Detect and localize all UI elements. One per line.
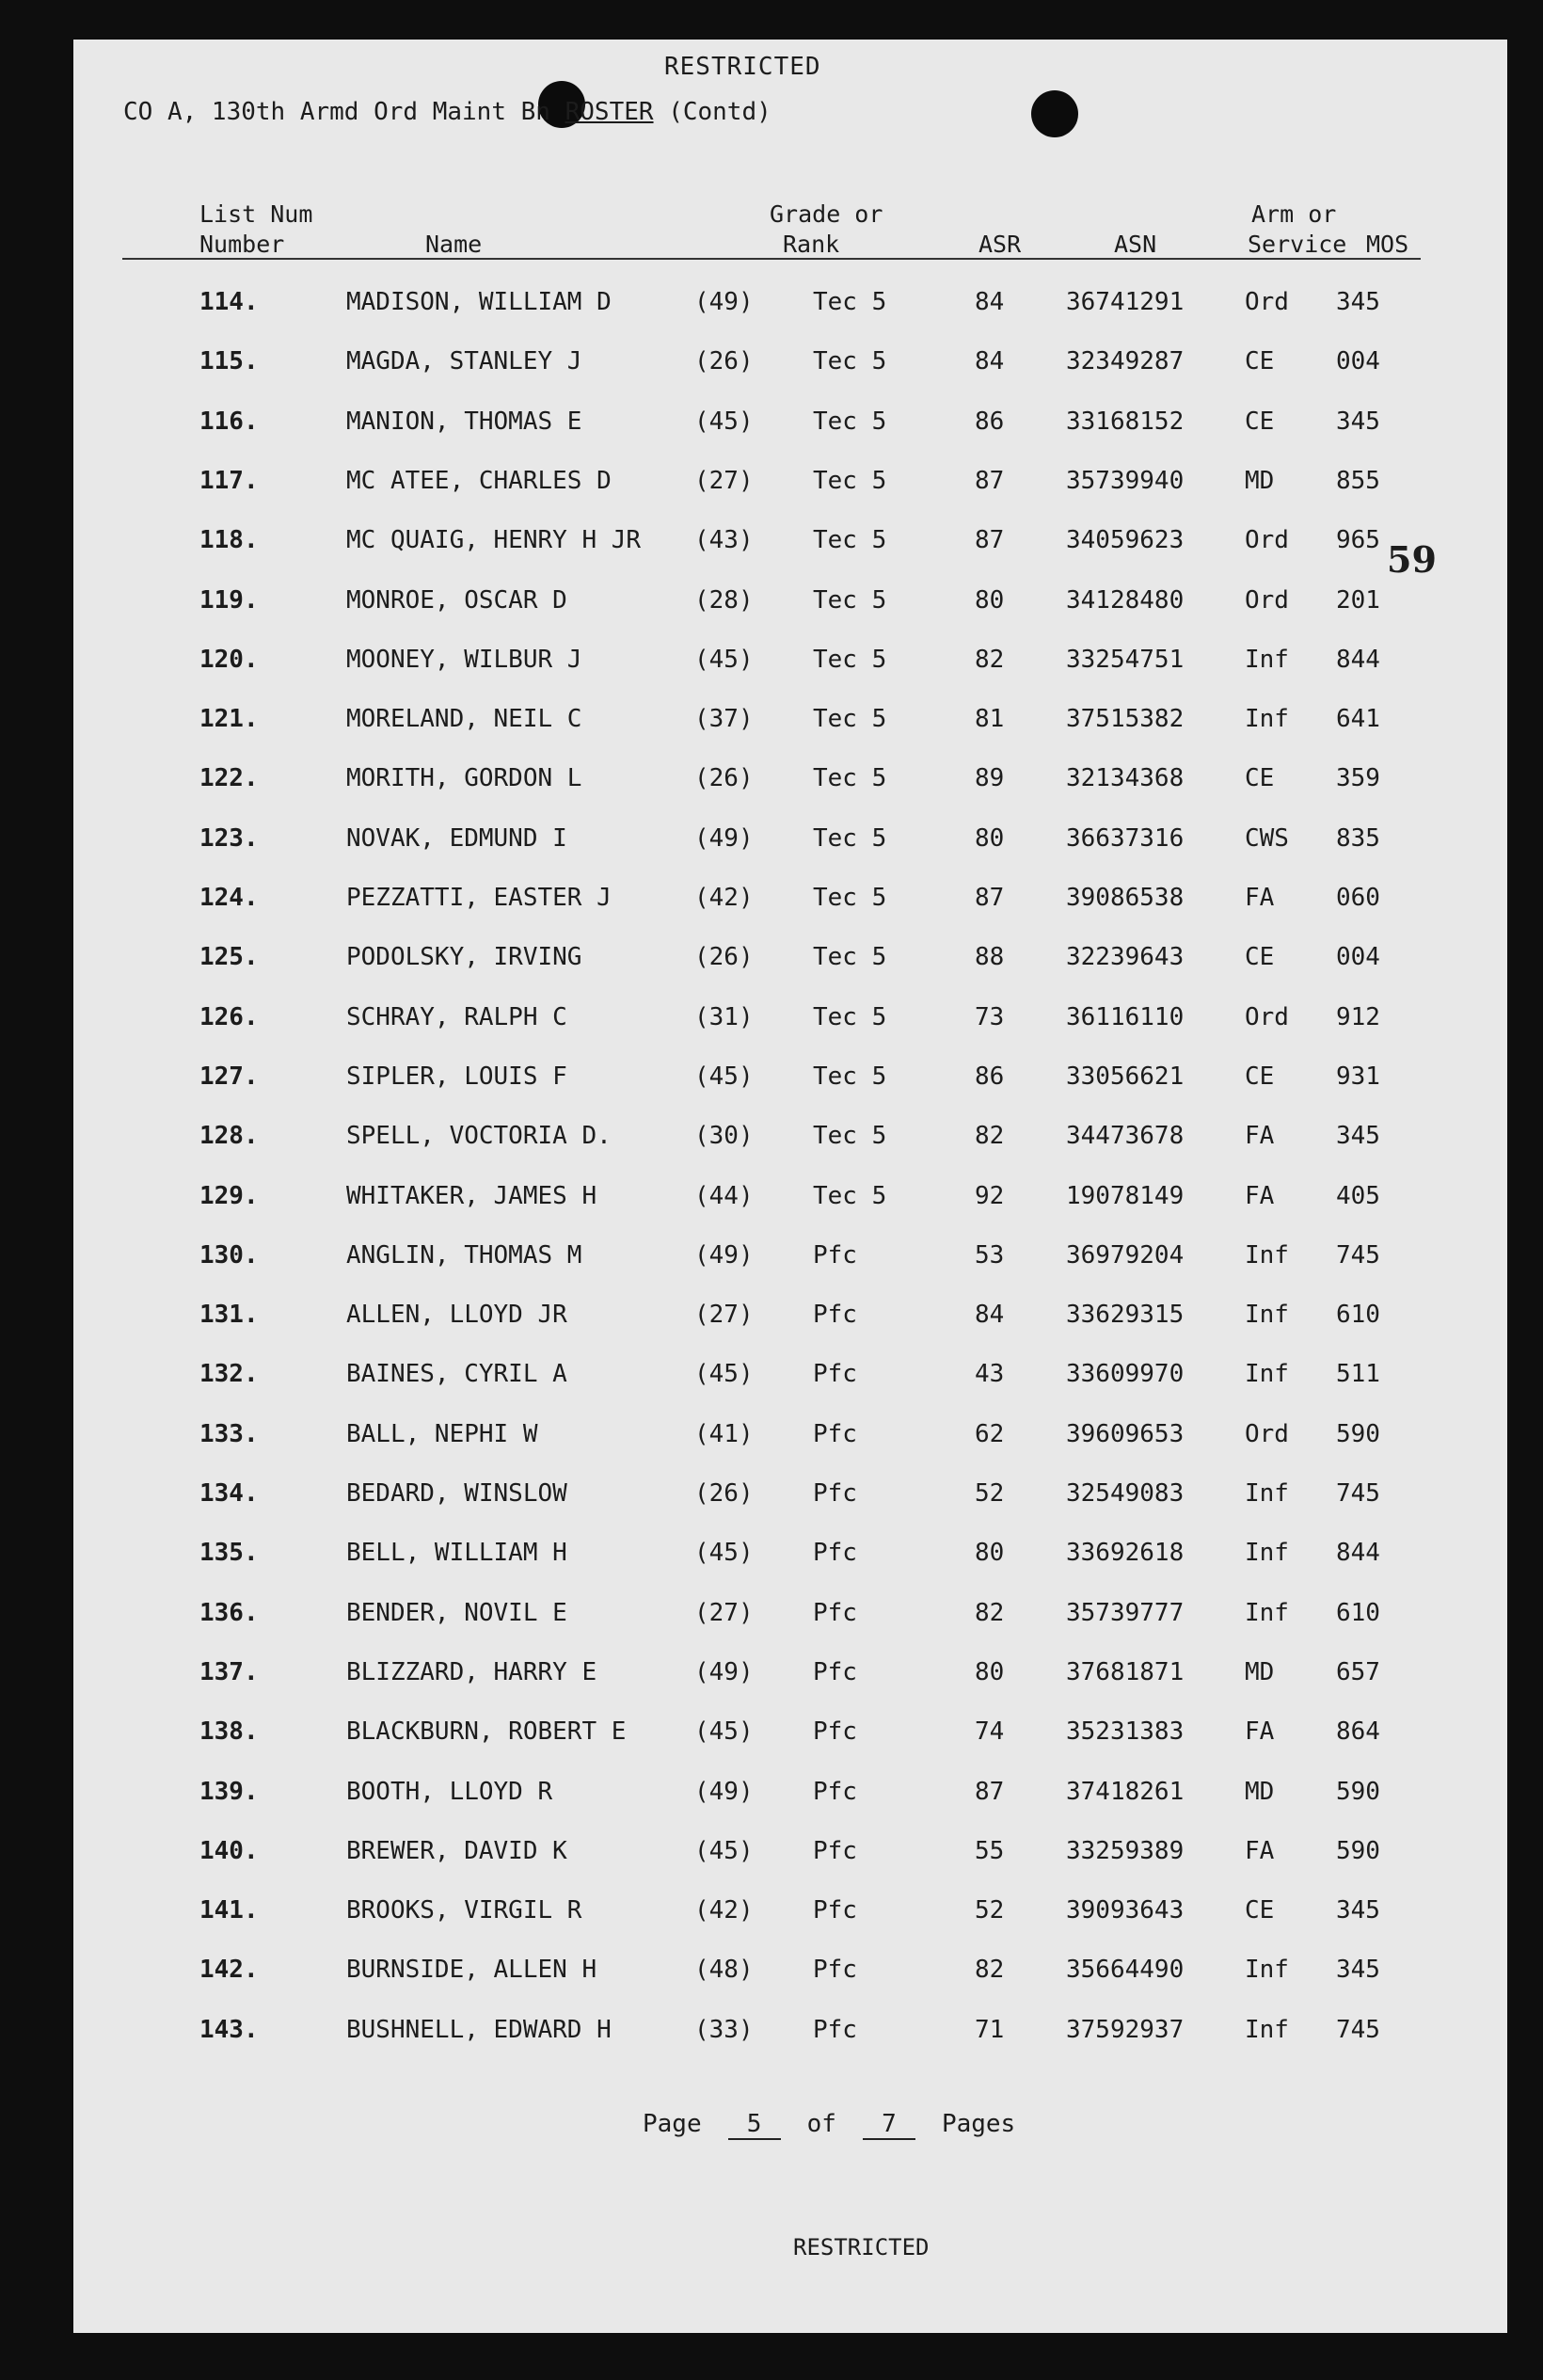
margin-page-number: 59 <box>1387 538 1437 581</box>
header-arm: Arm or Service <box>1248 200 1347 258</box>
cell-name: BOOTH, LLOYD R <box>346 1778 553 1806</box>
cell-rank: Tec 5 <box>813 1182 887 1210</box>
cell-rank: Pfc <box>813 1360 857 1388</box>
header-asn: ASN <box>1114 231 1157 258</box>
cell-num: 117. <box>199 467 259 495</box>
table-row <box>0 1241 1543 1279</box>
cell-rank: Pfc <box>813 1778 857 1806</box>
cell-num: 123. <box>199 824 259 853</box>
table-row <box>0 1062 1543 1100</box>
cell-code: (45) <box>694 1539 754 1567</box>
cell-rank: Pfc <box>813 1539 857 1567</box>
cell-arm: Ord <box>1245 586 1289 615</box>
cell-mos: 610 <box>1336 1301 1380 1329</box>
cell-num: 143. <box>199 2016 259 2044</box>
cell-name: ANGLIN, THOMAS M <box>346 1241 582 1270</box>
cell-rank: Pfc <box>813 1837 857 1865</box>
cell-mos: 965 <box>1336 526 1380 554</box>
cell-code: (44) <box>694 1182 754 1210</box>
cell-name: BELL, WILLIAM H <box>346 1539 567 1567</box>
table-row <box>0 1956 1543 1993</box>
table-row <box>0 943 1543 981</box>
cell-asr: 88 <box>975 943 1005 971</box>
table-row <box>0 824 1543 862</box>
cell-asn: 39086538 <box>1066 884 1185 912</box>
cell-code: (37) <box>694 705 754 733</box>
cell-arm: Inf <box>1245 1241 1289 1270</box>
cell-mos: 912 <box>1336 1003 1380 1031</box>
cell-asn: 32134368 <box>1066 764 1185 792</box>
page-number: 5 <box>728 2110 781 2140</box>
cell-arm: Ord <box>1245 288 1289 316</box>
cell-num: 132. <box>199 1360 259 1388</box>
cell-asr: 74 <box>975 1717 1005 1746</box>
cell-rank: Tec 5 <box>813 586 887 615</box>
cell-name: PODOLSKY, IRVING <box>346 943 582 971</box>
cell-arm: MD <box>1245 1778 1275 1806</box>
table-row <box>0 1599 1543 1637</box>
cell-asn: 39609653 <box>1066 1420 1185 1448</box>
page-total: 7 <box>863 2110 915 2140</box>
cell-mos: 060 <box>1336 884 1380 912</box>
cell-mos: 590 <box>1336 1837 1380 1865</box>
cell-arm: CWS <box>1245 824 1289 853</box>
cell-code: (49) <box>694 1241 754 1270</box>
cell-code: (42) <box>694 884 754 912</box>
cell-asn: 33629315 <box>1066 1301 1185 1329</box>
cell-num: 138. <box>199 1717 259 1746</box>
cell-mos: 844 <box>1336 646 1380 674</box>
cell-rank: Tec 5 <box>813 764 887 792</box>
cell-num: 130. <box>199 1241 259 1270</box>
cell-name: BAINES, CYRIL A <box>346 1360 567 1388</box>
cell-num: 119. <box>199 586 259 615</box>
cell-rank: Pfc <box>813 1420 857 1448</box>
table-row <box>0 1003 1543 1041</box>
cell-mos: 745 <box>1336 1241 1380 1270</box>
cell-arm: FA <box>1245 1122 1275 1150</box>
cell-rank: Pfc <box>813 2016 857 2044</box>
cell-mos: 745 <box>1336 1479 1380 1508</box>
cell-arm: MD <box>1245 1658 1275 1686</box>
cell-arm: FA <box>1245 1717 1275 1746</box>
cell-name: MANION, THOMAS E <box>346 407 582 436</box>
header-rule <box>122 258 1421 260</box>
table-row <box>0 646 1543 683</box>
cell-asn: 36979204 <box>1066 1241 1185 1270</box>
cell-code: (27) <box>694 467 754 495</box>
cell-asn: 32549083 <box>1066 1479 1185 1508</box>
cell-arm: Inf <box>1245 646 1289 674</box>
cell-rank: Pfc <box>813 1896 857 1925</box>
cell-rank: Pfc <box>813 1241 857 1270</box>
table-row <box>0 1658 1543 1696</box>
cell-name: MC QUAIG, HENRY H JR <box>346 526 642 554</box>
cell-arm: Inf <box>1245 1539 1289 1567</box>
cell-num: 129. <box>199 1182 259 1210</box>
cell-arm: Inf <box>1245 705 1289 733</box>
cell-asr: 82 <box>975 1122 1005 1150</box>
cell-arm: CE <box>1245 943 1275 971</box>
cell-asn: 34059623 <box>1066 526 1185 554</box>
cell-arm: Inf <box>1245 1956 1289 1984</box>
cell-name: BLIZZARD, HARRY E <box>346 1658 597 1686</box>
cell-asr: 84 <box>975 347 1005 375</box>
cell-asn: 34128480 <box>1066 586 1185 615</box>
cell-asr: 71 <box>975 2016 1005 2044</box>
cell-rank: Tec 5 <box>813 1122 887 1150</box>
cell-rank: Tec 5 <box>813 347 887 375</box>
table-row <box>0 705 1543 743</box>
cell-arm: Inf <box>1245 1599 1289 1627</box>
cell-num: 139. <box>199 1778 259 1806</box>
cell-num: 142. <box>199 1956 259 1984</box>
cell-name: BLACKBURN, ROBERT E <box>346 1717 627 1746</box>
page-footer: Page 5 of 7 Pages <box>643 2110 1016 2138</box>
cell-asr: 82 <box>975 1599 1005 1627</box>
cell-rank: Tec 5 <box>813 526 887 554</box>
cell-name: BEDARD, WINSLOW <box>346 1479 567 1508</box>
table-row <box>0 1420 1543 1458</box>
cell-mos: 004 <box>1336 943 1380 971</box>
cell-code: (49) <box>694 1778 754 1806</box>
table-row <box>0 2016 1543 2053</box>
cell-num: 126. <box>199 1003 259 1031</box>
cell-arm: Inf <box>1245 2016 1289 2044</box>
cell-num: 116. <box>199 407 259 436</box>
cell-asn: 32239643 <box>1066 943 1185 971</box>
cell-mos: 590 <box>1336 1778 1380 1806</box>
cell-asn: 37418261 <box>1066 1778 1185 1806</box>
cell-num: 134. <box>199 1479 259 1508</box>
cell-asr: 55 <box>975 1837 1005 1865</box>
cell-name: WHITAKER, JAMES H <box>346 1182 597 1210</box>
header-mos: MOS <box>1366 231 1409 258</box>
cell-code: (33) <box>694 2016 754 2044</box>
cell-asn: 33609970 <box>1066 1360 1185 1388</box>
cell-asr: 80 <box>975 824 1005 853</box>
header-grade: Grade or Rank <box>770 200 883 258</box>
cell-arm: Ord <box>1245 526 1289 554</box>
cell-arm: CE <box>1245 1062 1275 1091</box>
cell-arm: CE <box>1245 407 1275 436</box>
cell-name: PEZZATTI, EASTER J <box>346 884 612 912</box>
cell-code: (45) <box>694 407 754 436</box>
cell-code: (45) <box>694 1837 754 1865</box>
cell-asn: 37592937 <box>1066 2016 1185 2044</box>
cell-asr: 73 <box>975 1003 1005 1031</box>
cell-asr: 52 <box>975 1479 1005 1508</box>
cell-name: MORITH, GORDON L <box>346 764 582 792</box>
table-row <box>0 1360 1543 1398</box>
cell-num: 140. <box>199 1837 259 1865</box>
cell-arm: CE <box>1245 764 1275 792</box>
cell-asr: 62 <box>975 1420 1005 1448</box>
cell-name: MONROE, OSCAR D <box>346 586 567 615</box>
cell-rank: Tec 5 <box>813 646 887 674</box>
cell-num: 125. <box>199 943 259 971</box>
cell-num: 133. <box>199 1420 259 1448</box>
cell-name: SCHRAY, RALPH C <box>346 1003 567 1031</box>
cell-rank: Tec 5 <box>813 407 887 436</box>
cell-rank: Tec 5 <box>813 1062 887 1091</box>
cell-asn: 35739777 <box>1066 1599 1185 1627</box>
classification-bottom: RESTRICTED <box>793 2234 930 2260</box>
cell-mos: 345 <box>1336 1896 1380 1925</box>
cell-asn: 35739940 <box>1066 467 1185 495</box>
cell-asn: 36741291 <box>1066 288 1185 316</box>
cell-code: (49) <box>694 1658 754 1686</box>
table-row <box>0 1896 1543 1934</box>
cell-arm: CE <box>1245 347 1275 375</box>
cell-mos: 641 <box>1336 705 1380 733</box>
cell-mos: 201 <box>1336 586 1380 615</box>
cell-mos: 835 <box>1336 824 1380 853</box>
cell-name: MC ATEE, CHARLES D <box>346 467 612 495</box>
cell-asn: 32349287 <box>1066 347 1185 375</box>
cell-code: (45) <box>694 1360 754 1388</box>
cell-asn: 34473678 <box>1066 1122 1185 1150</box>
cell-rank: Tec 5 <box>813 824 887 853</box>
cell-arm: FA <box>1245 1837 1275 1865</box>
table-row <box>0 1778 1543 1815</box>
cell-name: BUSHNELL, EDWARD H <box>346 2016 612 2044</box>
cell-mos: 610 <box>1336 1599 1380 1627</box>
cell-num: 122. <box>199 764 259 792</box>
cell-asr: 86 <box>975 1062 1005 1091</box>
cell-asn: 39093643 <box>1066 1896 1185 1925</box>
table-row <box>0 1479 1543 1517</box>
table-row <box>0 1539 1543 1576</box>
cell-num: 141. <box>199 1896 259 1925</box>
table-row <box>0 1122 1543 1159</box>
cell-mos: 359 <box>1336 764 1380 792</box>
cell-name: SPELL, VOCTORIA D. <box>346 1122 612 1150</box>
cell-mos: 511 <box>1336 1360 1380 1388</box>
cell-code: (49) <box>694 824 754 853</box>
cell-arm: Inf <box>1245 1301 1289 1329</box>
cell-mos: 345 <box>1336 1956 1380 1984</box>
cell-code: (45) <box>694 646 754 674</box>
header-name: Name <box>425 231 483 258</box>
cell-name: BURNSIDE, ALLEN H <box>346 1956 597 1984</box>
cell-asn: 35664490 <box>1066 1956 1185 1984</box>
cell-asn: 36637316 <box>1066 824 1185 853</box>
cell-rank: Pfc <box>813 1599 857 1627</box>
cell-code: (45) <box>694 1062 754 1091</box>
table-row <box>0 1301 1543 1338</box>
cell-asr: 80 <box>975 586 1005 615</box>
cell-asr: 80 <box>975 1539 1005 1567</box>
cell-code: (27) <box>694 1599 754 1627</box>
cell-code: (26) <box>694 943 754 971</box>
table-row <box>0 884 1543 921</box>
table-row <box>0 407 1543 445</box>
table-row <box>0 586 1543 624</box>
classification-top: RESTRICTED <box>664 53 821 81</box>
cell-asr: 53 <box>975 1241 1005 1270</box>
cell-mos: 745 <box>1336 2016 1380 2044</box>
cell-asn: 37681871 <box>1066 1658 1185 1686</box>
cell-code: (28) <box>694 586 754 615</box>
cell-name: NOVAK, EDMUND I <box>346 824 567 853</box>
cell-code: (49) <box>694 288 754 316</box>
table-row <box>0 526 1543 564</box>
cell-name: MADISON, WILLIAM D <box>346 288 612 316</box>
header-asr: ASR <box>978 231 1022 258</box>
cell-mos: 004 <box>1336 347 1380 375</box>
cell-asr: 89 <box>975 764 1005 792</box>
cell-name: BALL, NEPHI W <box>346 1420 538 1448</box>
cell-asn: 36116110 <box>1066 1003 1185 1031</box>
cell-mos: 855 <box>1336 467 1380 495</box>
roster-label: ROSTER <box>565 98 654 126</box>
cell-rank: Pfc <box>813 1301 857 1329</box>
cell-asr: 82 <box>975 646 1005 674</box>
contd-label: (Contd) <box>668 98 772 126</box>
cell-num: 124. <box>199 884 259 912</box>
cell-name: MAGDA, STANLEY J <box>346 347 582 375</box>
cell-asr: 87 <box>975 526 1005 554</box>
cell-code: (27) <box>694 1301 754 1329</box>
cell-asn: 33254751 <box>1066 646 1185 674</box>
cell-mos: 590 <box>1336 1420 1380 1448</box>
cell-num: 118. <box>199 526 259 554</box>
punch-hole-right <box>1031 90 1078 137</box>
cell-asr: 81 <box>975 705 1005 733</box>
cell-asr: 80 <box>975 1658 1005 1686</box>
cell-num: 128. <box>199 1122 259 1150</box>
cell-arm: FA <box>1245 1182 1275 1210</box>
cell-rank: Pfc <box>813 1479 857 1508</box>
cell-num: 120. <box>199 646 259 674</box>
cell-mos: 345 <box>1336 288 1380 316</box>
cell-rank: Tec 5 <box>813 1003 887 1031</box>
cell-asn: 33168152 <box>1066 407 1185 436</box>
cell-mos: 345 <box>1336 407 1380 436</box>
cell-arm: MD <box>1245 467 1275 495</box>
cell-rank: Pfc <box>813 1658 857 1686</box>
cell-name: BREWER, DAVID K <box>346 1837 567 1865</box>
cell-code: (42) <box>694 1896 754 1925</box>
cell-asr: 84 <box>975 288 1005 316</box>
cell-name: BENDER, NOVIL E <box>346 1599 567 1627</box>
cell-rank: Tec 5 <box>813 467 887 495</box>
cell-asn: 19078149 <box>1066 1182 1185 1210</box>
cell-name: BROOKS, VIRGIL R <box>346 1896 582 1925</box>
table-row <box>0 1837 1543 1875</box>
cell-asn: 35231383 <box>1066 1717 1185 1746</box>
cell-asn: 33692618 <box>1066 1539 1185 1567</box>
cell-code: (43) <box>694 526 754 554</box>
cell-name: SIPLER, LOUIS F <box>346 1062 567 1091</box>
cell-arm: Ord <box>1245 1420 1289 1448</box>
cell-mos: 657 <box>1336 1658 1380 1686</box>
table-row <box>0 347 1543 385</box>
cell-num: 136. <box>199 1599 259 1627</box>
cell-asr: 92 <box>975 1182 1005 1210</box>
cell-name: MOONEY, WILBUR J <box>346 646 582 674</box>
cell-code: (45) <box>694 1717 754 1746</box>
cell-arm: Inf <box>1245 1360 1289 1388</box>
cell-num: 137. <box>199 1658 259 1686</box>
cell-code: (30) <box>694 1122 754 1150</box>
cell-arm: FA <box>1245 884 1275 912</box>
table-row <box>0 1182 1543 1220</box>
cell-rank: Tec 5 <box>813 705 887 733</box>
cell-asn: 37515382 <box>1066 705 1185 733</box>
cell-asr: 86 <box>975 407 1005 436</box>
cell-mos: 345 <box>1336 1122 1380 1150</box>
cell-name: ALLEN, LLOYD JR <box>346 1301 567 1329</box>
cell-arm: Inf <box>1245 1479 1289 1508</box>
roster-subtitle <box>123 98 772 126</box>
cell-rank: Pfc <box>813 1717 857 1746</box>
cell-code: (31) <box>694 1003 754 1031</box>
cell-rank: Pfc <box>813 1956 857 1984</box>
table-row <box>0 1717 1543 1755</box>
unit-name: CO A, 130th Armd Ord Maint Bn <box>123 98 550 126</box>
cell-code: (26) <box>694 1479 754 1508</box>
table-row <box>0 764 1543 802</box>
cell-arm: CE <box>1245 1896 1275 1925</box>
cell-asn: 33056621 <box>1066 1062 1185 1091</box>
cell-num: 115. <box>199 347 259 375</box>
cell-num: 127. <box>199 1062 259 1091</box>
cell-asr: 43 <box>975 1360 1005 1388</box>
cell-rank: Tec 5 <box>813 884 887 912</box>
cell-code: (41) <box>694 1420 754 1448</box>
cell-code: (26) <box>694 347 754 375</box>
table-row <box>0 467 1543 504</box>
cell-code: (48) <box>694 1956 754 1984</box>
cell-code: (26) <box>694 764 754 792</box>
cell-num: 121. <box>199 705 259 733</box>
cell-num: 135. <box>199 1539 259 1567</box>
cell-mos: 864 <box>1336 1717 1380 1746</box>
cell-asr: 87 <box>975 884 1005 912</box>
cell-num: 131. <box>199 1301 259 1329</box>
cell-rank: Tec 5 <box>813 288 887 316</box>
cell-mos: 405 <box>1336 1182 1380 1210</box>
cell-name: MORELAND, NEIL C <box>346 705 582 733</box>
cell-asn: 33259389 <box>1066 1837 1185 1865</box>
cell-rank: Tec 5 <box>813 943 887 971</box>
cell-arm: Ord <box>1245 1003 1289 1031</box>
header-list-number: List Num Number <box>199 200 313 258</box>
cell-asr: 84 <box>975 1301 1005 1329</box>
cell-asr: 82 <box>975 1956 1005 1984</box>
cell-asr: 87 <box>975 1778 1005 1806</box>
cell-mos: 844 <box>1336 1539 1380 1567</box>
cell-num: 114. <box>199 288 259 316</box>
cell-asr: 87 <box>975 467 1005 495</box>
cell-asr: 52 <box>975 1896 1005 1925</box>
cell-mos: 931 <box>1336 1062 1380 1091</box>
table-row <box>0 288 1543 326</box>
